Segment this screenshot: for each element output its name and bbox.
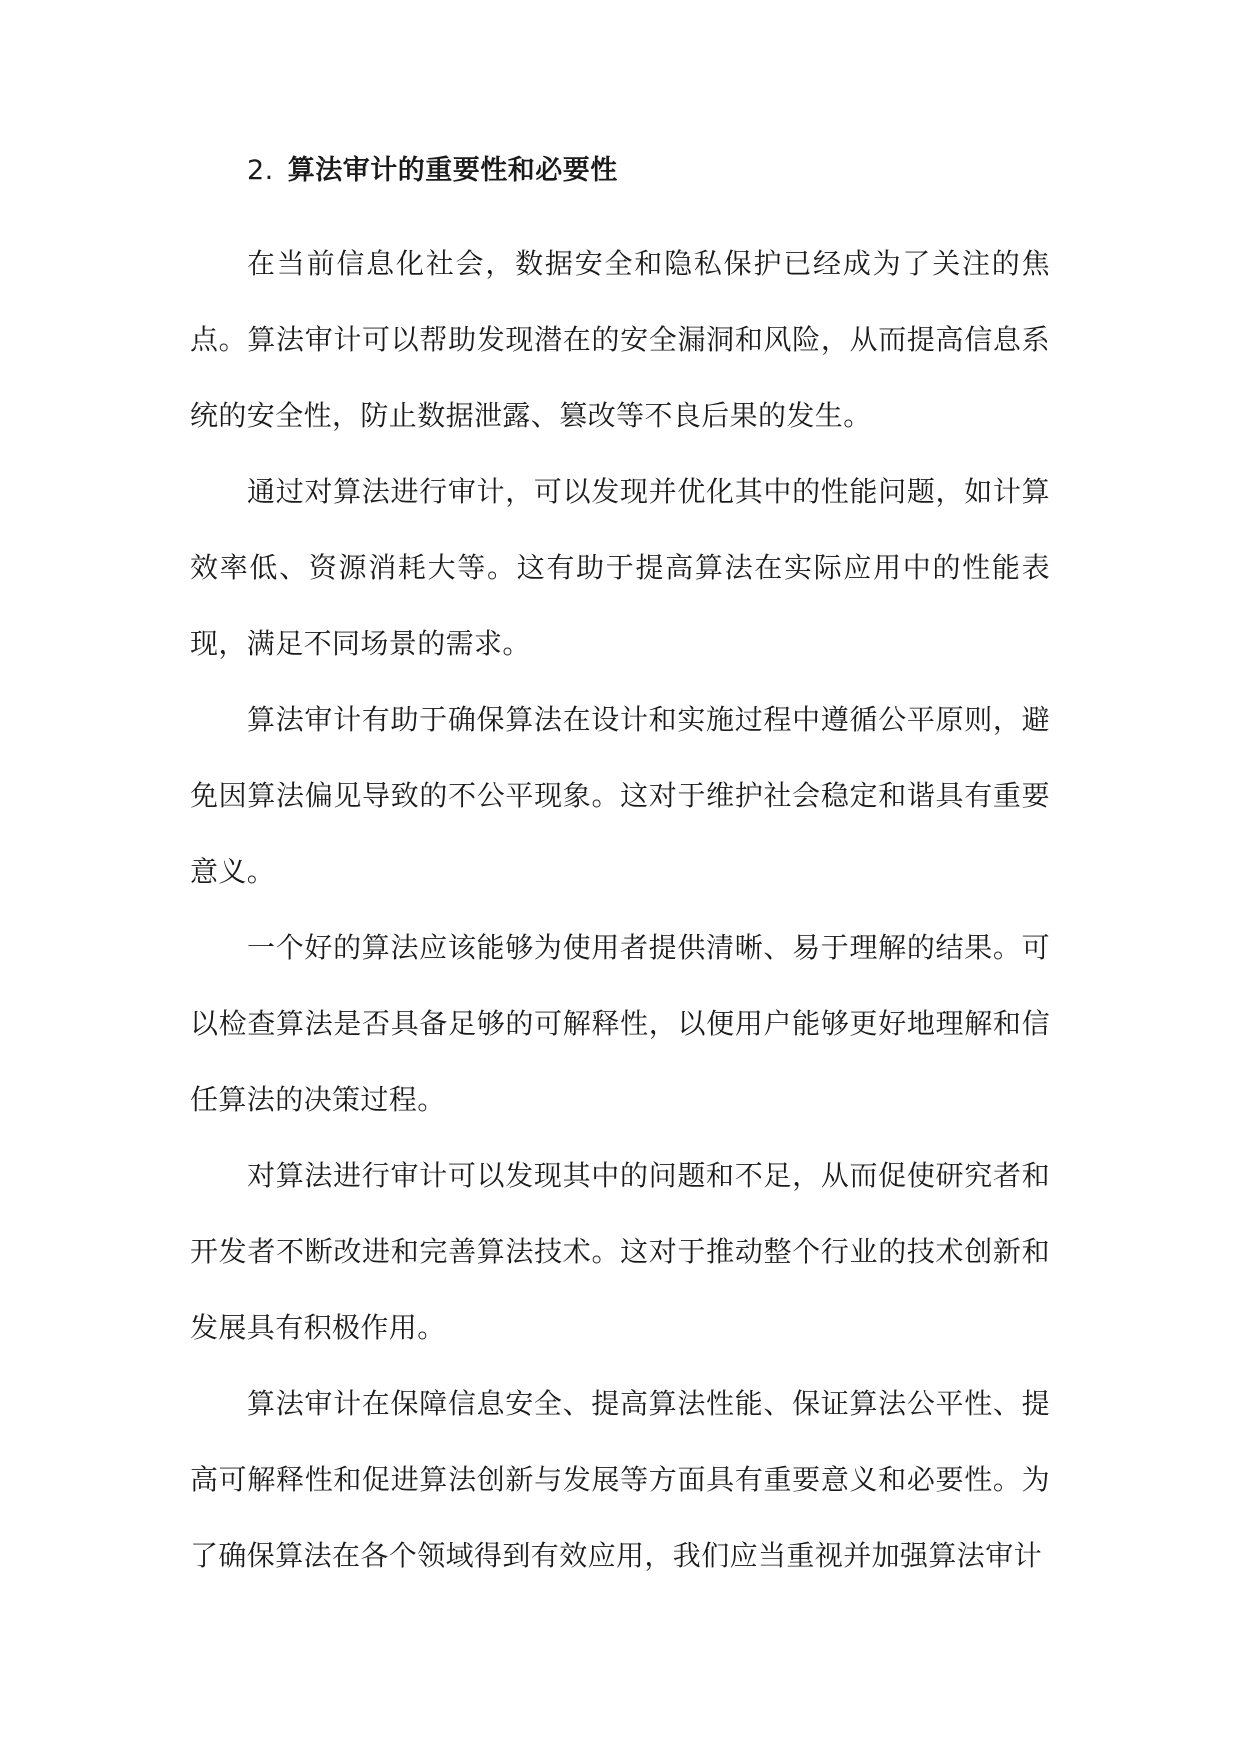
paragraph-fairness: 算法审计有助于确保算法在设计和实施过程中遵循公平原则，避免因算法偏见导致的不公平现象。这对于维护社会稳定和谐具有重要意义。 [190, 703, 1050, 888]
paragraph-innovation: 对算法进行审计可以发现其中的问题和不足，从而促使研究者和开发者不断改进和完善算法技术。这对于推动整个行业的技术创新和发展具有积极作用。 [190, 1159, 1050, 1344]
paragraph-performance: 通过对算法进行审计，可以发现并优化其中的性能问题，如计算效率低、资源消耗大等。这有助于提高算法在实际应用中的性能表现，满足不同场景的需求。 [190, 475, 1050, 660]
section-number: 2. [247, 155, 274, 186]
paragraph-conclusion: 算法审计在保障信息安全、提高算法性能、保证算法公平性、提高可解释性和促进算法创新与发展等方面具有重要意义和必要性。为了确保算法在各个领域得到有效应用，我们应当重视并加强算法审计 [190, 1387, 1050, 1572]
paragraph-security: 在当前信息化社会，数据安全和隐私保护已经成为了关注的焦点。算法审计可以帮助发现潜在的安全漏洞和风险，从而提高信息系统的安全性，防止数据泄露、篡改等不良后果的发生。 [190, 247, 1050, 432]
section-heading [190, 150, 1050, 192]
paragraph-explainability: 一个好的算法应该能够为使用者提供清晰、易于理解的结果。可以检查算法是否具备足够的可解释性，以便用户能够更好地理解和信任算法的决策过程。 [190, 931, 1050, 1116]
document-body [190, 150, 1050, 1594]
section-title: 算法审计的重要性和必要性 [287, 155, 618, 186]
